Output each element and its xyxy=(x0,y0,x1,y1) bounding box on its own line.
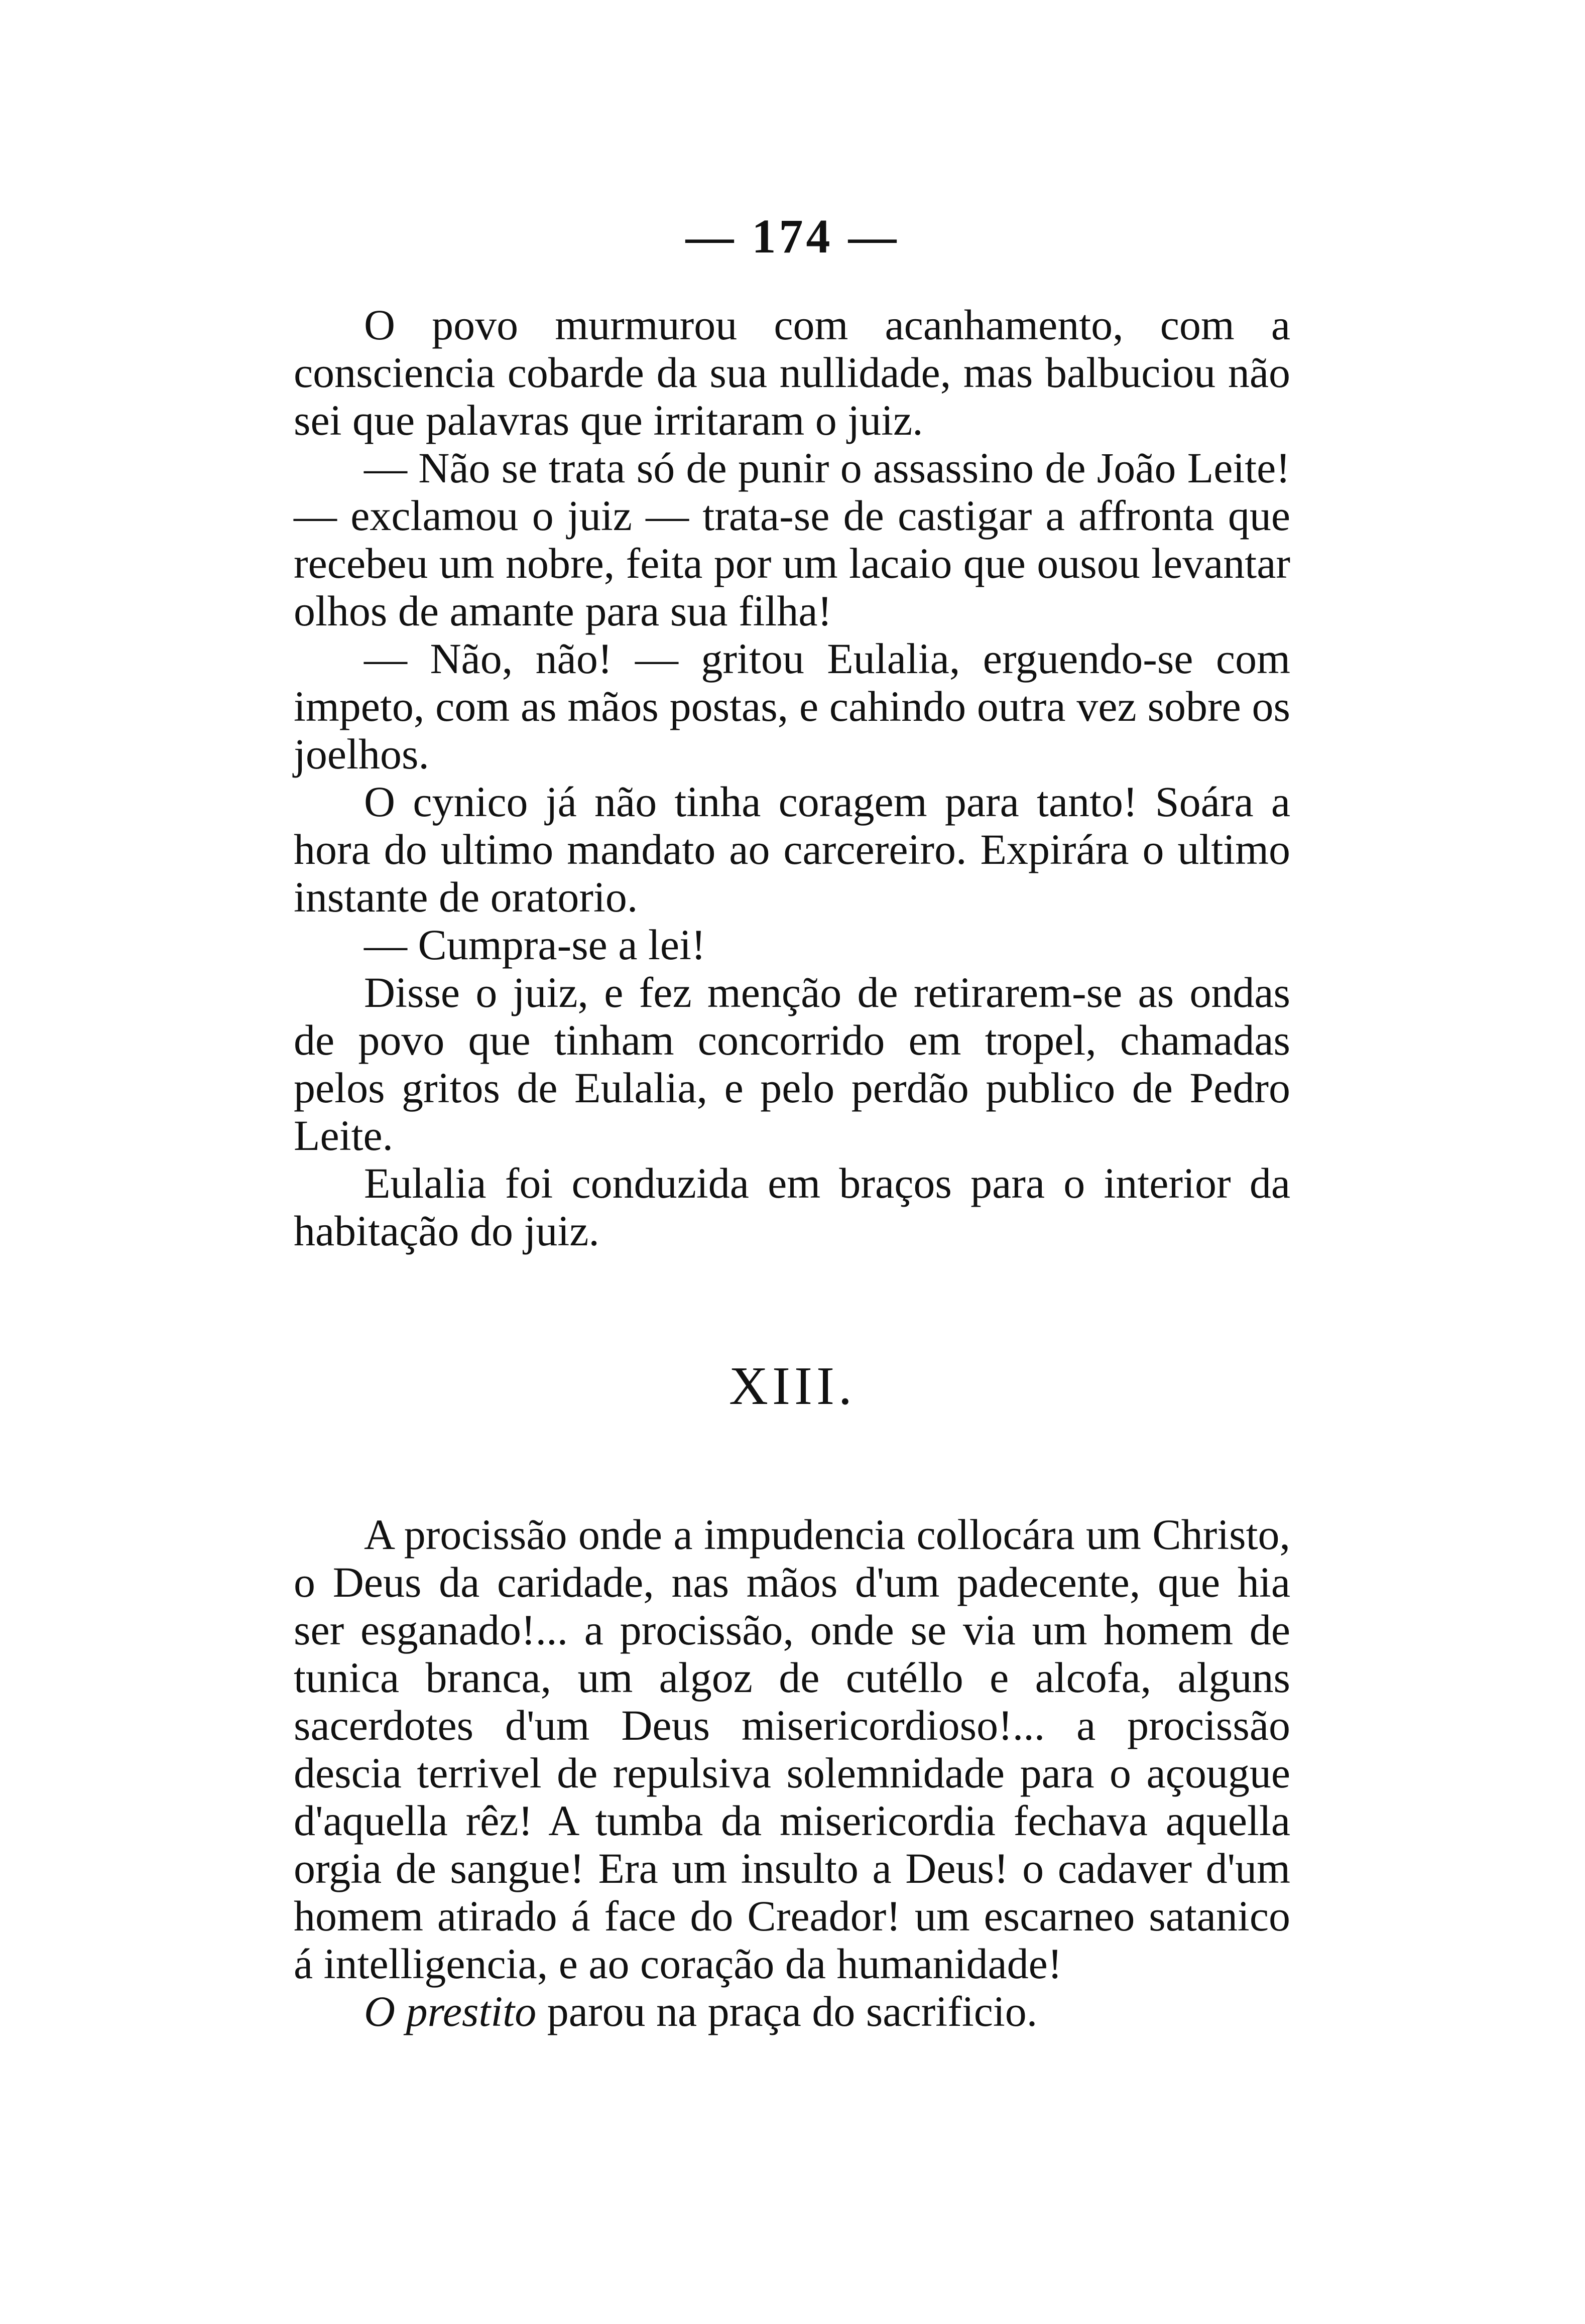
paragraph: O cynico já não tinha coragem para tanto! Soára a hora do ultimo mandato ao carcereiro. Expirára o ultimo instante de oratorio. xyxy=(294,778,1290,921)
paragraph: A procissão onde a impudencia collocára um Christo, o Deus da caridade, nas mãos d'um padecente, que hia ser esganado!... a procissão, onde se via um homem de tunica branca, um algoz de cutéllo e alcofa, alguns sacerdotes d'um Deus misericordioso!... a procissão descia terrivel de repulsiva solemnidade para o açougue d'aquella rêz! A tumba da misericordia fechava aquella orgia de sangue! Era um insulto a Deus! o cadaver d'um homem atirado á face do Creador! um escarneo satanico á intelligencia, e ao coração da humanidade! xyxy=(294,1510,1290,1988)
page-number: — 174 — xyxy=(685,209,900,263)
paragraph-rest: parou na praça do sacrificio. xyxy=(536,1987,1038,2035)
paragraph: Eulalia foi conduzida em braços para o interior da habitação do juiz. xyxy=(294,1159,1290,1255)
paragraph: — Não se trata só de punir o assassino de João Leite! — exclamou o juiz — trata-se de castigar a affronta que recebeu um nobre, feita por um lacaio que ousou levantar olhos de amante para sua filha! xyxy=(294,444,1290,635)
chapter-heading: XIII. xyxy=(729,1356,856,1416)
paragraph-lead-word: O prestito xyxy=(364,1987,537,2035)
paragraph-last xyxy=(294,1988,1290,2035)
paragraph: — Cumpra-se a lei! xyxy=(364,921,706,969)
text-block-bottom xyxy=(294,1511,1290,2035)
paragraph: Disse o juiz, e fez menção de retirarem-se as ondas de povo que tinham concorrido em tropel, chamadas pelos gritos de Eulalia, e pelo perdão publico de Pedro Leite. xyxy=(294,968,1290,1159)
paragraph: O povo murmurou com acanhamento, com a consciencia cobarde da sua nullidade, mas balbuciou não sei que palavras que irritaram o juiz. xyxy=(294,301,1290,444)
text-block-top xyxy=(294,301,1290,1255)
paragraph: — Não, não! — gritou Eulalia, erguendo-se com impeto, com as mãos postas, e cahindo outra vez sobre os joelhos. xyxy=(294,634,1290,778)
